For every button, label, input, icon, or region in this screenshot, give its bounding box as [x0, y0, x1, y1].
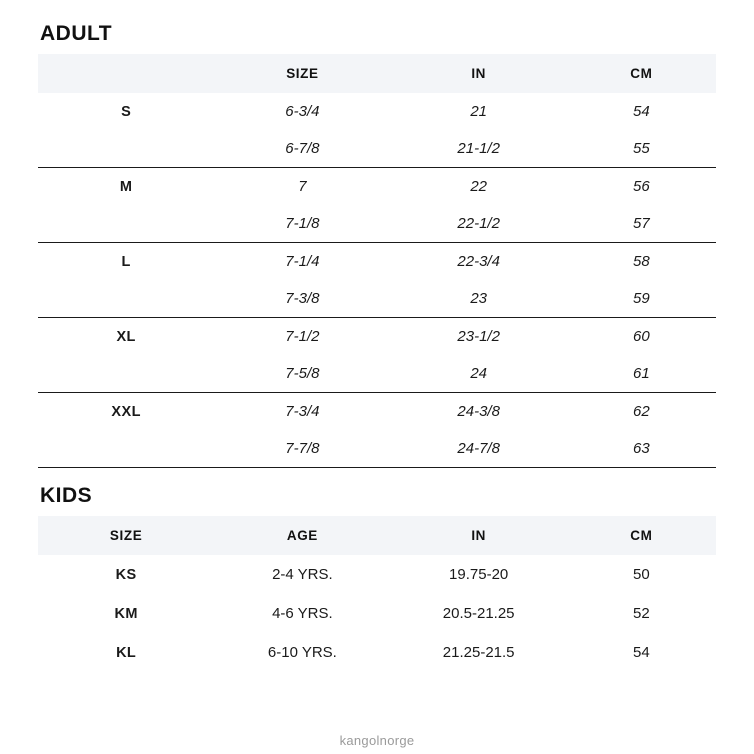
adult-size-value: 7-3/4 [214, 393, 390, 431]
kids-size-label: KM [114, 605, 138, 622]
kids-age-value: 2-4 YRS. [272, 566, 333, 583]
adult-cm-value: 58 [567, 243, 716, 281]
adult-header-blank [38, 54, 214, 93]
adult-cm-value: 57 [633, 215, 650, 232]
adult-size-label: S [121, 103, 132, 120]
adult-size-label [38, 430, 214, 468]
kids-header-age: AGE [214, 516, 390, 555]
adult-table-body [38, 93, 716, 468]
kids-cm-value: 50 [633, 566, 650, 583]
adult-size-value: 7-1/2 [214, 318, 390, 356]
adult-size-value: 6-3/4 [285, 103, 320, 120]
table-row [38, 205, 716, 243]
adult-in-value: 21 [470, 103, 487, 120]
adult-size-value: 7-3/8 [285, 290, 320, 307]
table-row [38, 430, 716, 468]
kids-age-value: 4-6 YRS. [272, 605, 333, 622]
adult-size-label: M [38, 168, 214, 206]
adult-size-value: 7-5/8 [285, 365, 320, 382]
kids-size-label: KS [115, 566, 137, 583]
adult-cm-value: 55 [633, 140, 650, 157]
kids-table-body [38, 555, 716, 672]
adult-size-value: 7-1/4 [214, 243, 390, 281]
adult-table-head [38, 54, 716, 93]
adult-header-in: IN [391, 54, 567, 93]
table-row [38, 168, 716, 206]
kids-cm-value: 52 [633, 605, 650, 622]
table-row [38, 243, 716, 281]
table-row [38, 93, 716, 130]
kids-header-row [38, 516, 716, 555]
adult-cm-value: 56 [567, 168, 716, 206]
kids-cm-value: 54 [633, 644, 650, 661]
adult-in-value: 23-1/2 [391, 318, 567, 356]
kids-in-value: 19.75-20 [449, 566, 509, 583]
adult-size-label [38, 130, 214, 168]
adult-in-value: 22-3/4 [391, 243, 567, 281]
adult-size-table [38, 54, 716, 468]
adult-size-label: XXL [38, 393, 214, 431]
table-row [38, 555, 716, 594]
adult-in-value: 23 [470, 290, 487, 307]
kids-table-head [38, 516, 716, 555]
kids-in-value: 21.25-21.5 [442, 644, 515, 661]
adult-size-label [38, 355, 214, 393]
adult-header-row [38, 54, 716, 93]
kids-header-cm: CM [567, 516, 716, 555]
kids-header-size: SIZE [38, 516, 214, 555]
adult-size-value: 7-1/8 [285, 215, 320, 232]
adult-cm-value: 54 [633, 103, 650, 120]
kids-size-label: KL [116, 644, 137, 661]
adult-cm-value: 60 [567, 318, 716, 356]
adult-size-label [38, 205, 214, 243]
kids-header-in: IN [391, 516, 567, 555]
adult-in-value: 22-1/2 [457, 215, 500, 232]
kids-section-title: KIDS [40, 484, 93, 507]
table-row [38, 355, 716, 393]
adult-cm-value: 62 [567, 393, 716, 431]
adult-size-label: L [38, 243, 214, 281]
adult-size-label: XL [38, 318, 214, 356]
table-row [38, 130, 716, 168]
adult-in-value: 22 [391, 168, 567, 206]
adult-size-value: 6-7/8 [285, 140, 320, 157]
table-row [38, 280, 716, 318]
adult-in-value: 24-7/8 [391, 430, 567, 468]
adult-cm-value: 63 [567, 430, 716, 468]
adult-cm-value: 59 [633, 290, 650, 307]
adult-header-cm: CM [567, 54, 716, 93]
adult-in-value: 24 [470, 365, 487, 382]
adult-size-label [38, 280, 214, 318]
kids-age-value: 6-10 YRS. [267, 644, 337, 661]
kids-in-value: 20.5-21.25 [442, 605, 515, 622]
watermark-text: kangolnorge [339, 733, 415, 748]
table-row [38, 594, 716, 633]
adult-header-size: SIZE [214, 54, 390, 93]
adult-section-title: ADULT [40, 22, 113, 45]
adult-in-value: 21-1/2 [457, 140, 500, 157]
table-row [38, 393, 716, 431]
adult-size-value: 7 [214, 168, 390, 206]
kids-size-table [38, 516, 716, 672]
table-row [38, 318, 716, 356]
adult-size-value: 7-7/8 [214, 430, 390, 468]
adult-in-value: 24-3/8 [391, 393, 567, 431]
adult-cm-value: 61 [633, 365, 650, 382]
table-row [38, 633, 716, 672]
